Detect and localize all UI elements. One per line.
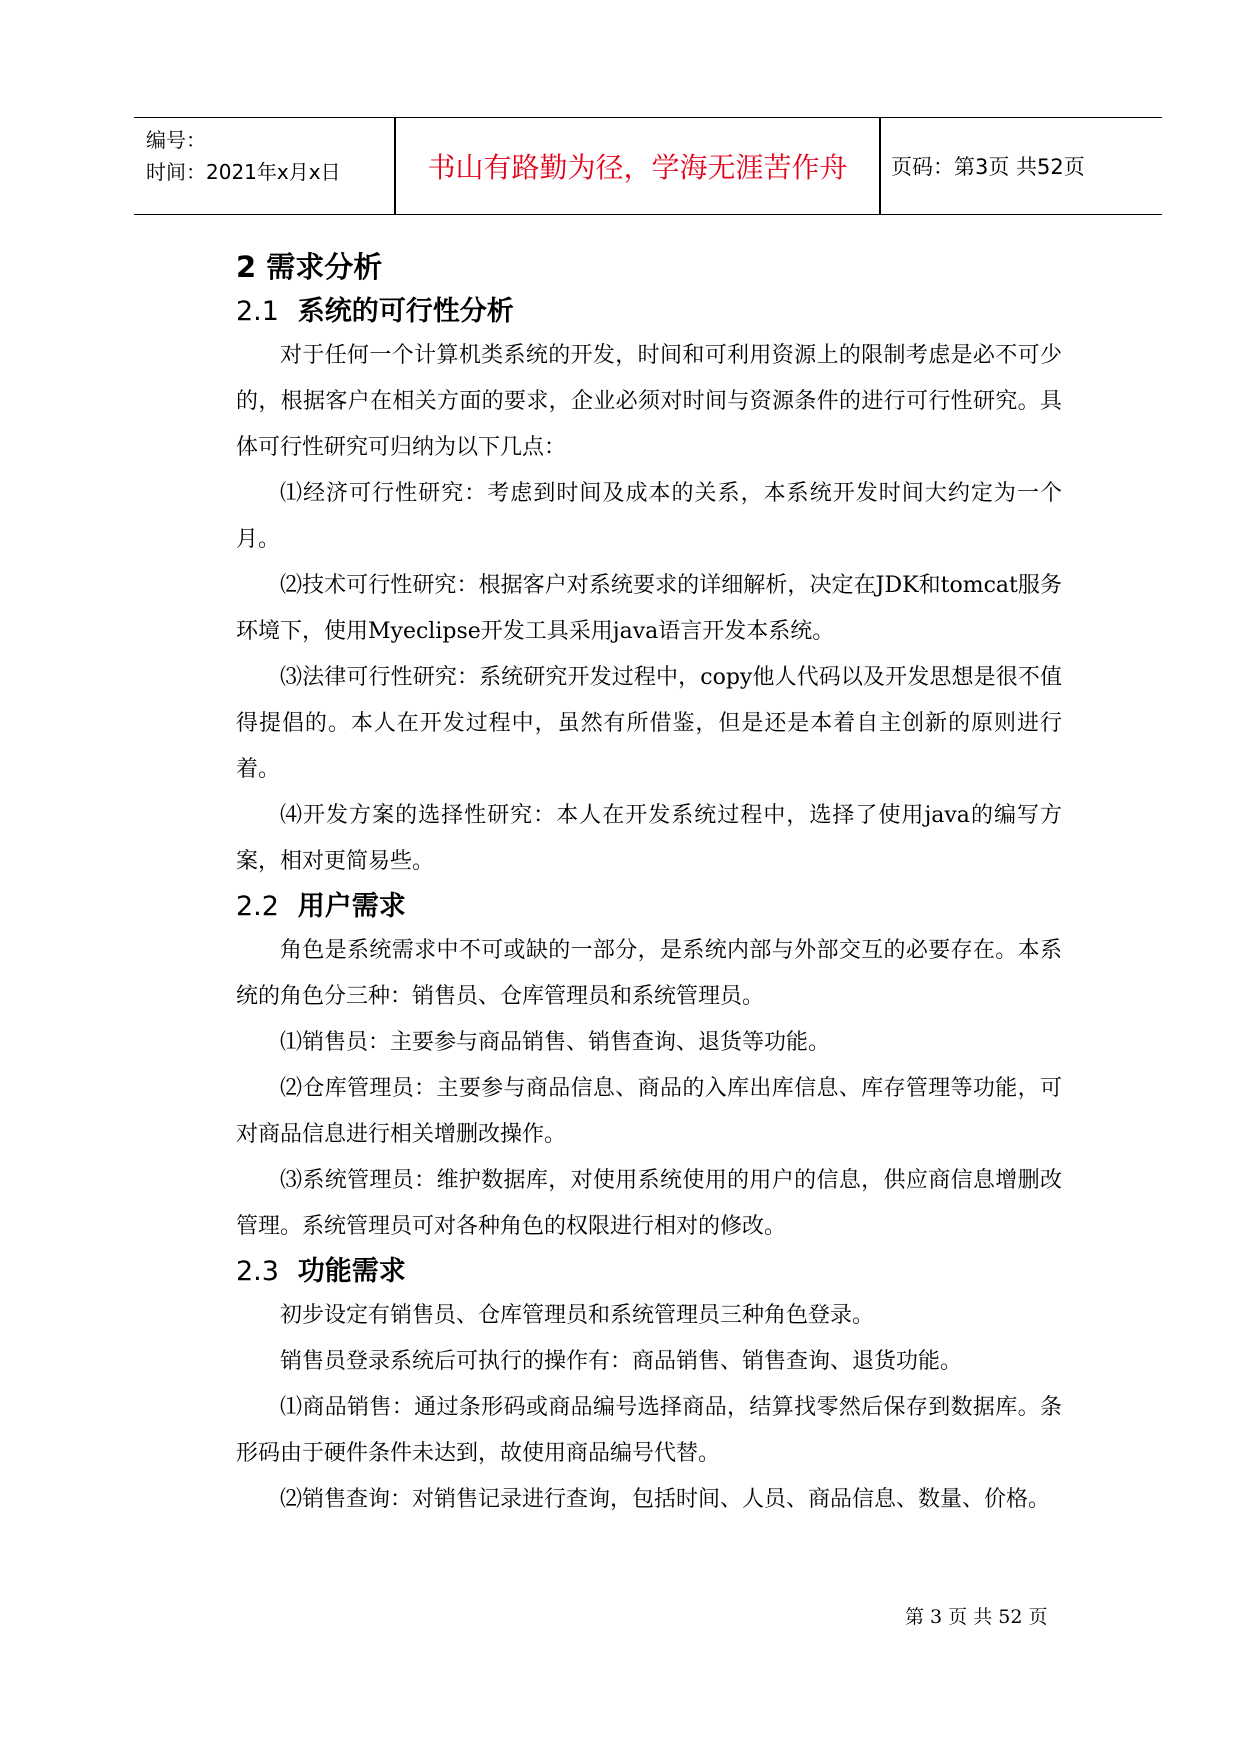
paragraph: ⑶系统管理员：维护数据库，对使用系统使用的用户的信息，供应商信息增删改管理。系统管理员可对各种角色的权限进行相对的修改。 xyxy=(236,1168,1062,1239)
header-left-cell xyxy=(146,124,341,188)
document-number-label: 编号： xyxy=(146,128,206,152)
paragraph: ⑶法律可行性研究：系统研究开发过程中，copy他人代码以及开发思想是很不值得提倡的。本人在开发过程中，虽然有所借鉴，但是还是本着自主创新的原则进行着。 xyxy=(236,665,1062,782)
document-time-label: 时间：2021年x月x日 xyxy=(146,160,341,184)
section-heading: 2 需求分析 xyxy=(236,250,383,284)
page-footer: 第 3 页 共 52 页 xyxy=(905,1606,1048,1628)
subsection-heading xyxy=(236,290,1062,333)
paragraph: ⑵仓库管理员：主要参与商品信息、商品的入库出库信息、库存管理等功能，可对商品信息进行相关增删改操作。 xyxy=(236,1076,1062,1147)
paragraph: 销售员登录系统后可执行的操作有：商品销售、销售查询、退货功能。 xyxy=(280,1349,963,1374)
header-motto: 书山有路勤为径，学海无涯苦作舟 xyxy=(427,151,848,184)
paragraph: ⑴商品销售：通过条形码或商品编号选择商品，结算找零然后保存到数据库。条形码由于硬件条件未达到，故使用商品编号代替。 xyxy=(236,1395,1062,1466)
subsection-heading xyxy=(236,885,1062,928)
subsection-title: 用户需求 xyxy=(297,891,406,922)
paragraph: ⑴经济可行性研究：考虑到时间及成本的关系，本系统开发时间大约定为一个月。 xyxy=(236,481,1062,552)
document-body xyxy=(236,244,1062,1523)
subsection-number: 2.3 xyxy=(236,1256,279,1287)
paragraph: ⑷开发方案的选择性研究：本人在开发系统过程中，选择了使用java的编写方案，相对更简易些。 xyxy=(236,803,1062,874)
paragraph: ⑵销售查询：对销售记录进行查询，包括时间、人员、商品信息、数量、价格。 xyxy=(280,1487,1051,1512)
header-page-label: 页码：第3页 共52页 xyxy=(891,155,1085,179)
subsection-number: 2.1 xyxy=(236,296,279,327)
header-divider xyxy=(879,118,881,214)
subsection-heading xyxy=(236,1250,1062,1293)
paragraph: ⑵技术可行性研究：根据客户对系统要求的详细解析，决定在JDK和tomcat服务环境下，使用Myeclipse开发工具采用java语言开发本系统。 xyxy=(236,573,1062,644)
paragraph: 初步设定有销售员、仓库管理员和系统管理员三种角色登录。 xyxy=(280,1303,875,1328)
paragraph: ⑴销售员：主要参与商品销售、销售查询、退货等功能。 xyxy=(280,1030,831,1055)
header-table xyxy=(134,117,1162,215)
subsection-title: 功能需求 xyxy=(297,1256,406,1287)
subsection-number: 2.2 xyxy=(236,891,279,922)
paragraph: 角色是系统需求中不可或缺的一部分，是系统内部与外部交互的必要存在。本系统的角色分三种：销售员、仓库管理员和系统管理员。 xyxy=(236,938,1062,1009)
paragraph: 对于任何一个计算机类系统的开发，时间和可利用资源上的限制考虑是必不可少的，根据客户在相关方面的要求，企业必须对时间与资源条件的进行可行性研究。具体可行性研究可归纳为以下几点： xyxy=(236,343,1062,460)
subsection-title: 系统的可行性分析 xyxy=(297,296,514,327)
